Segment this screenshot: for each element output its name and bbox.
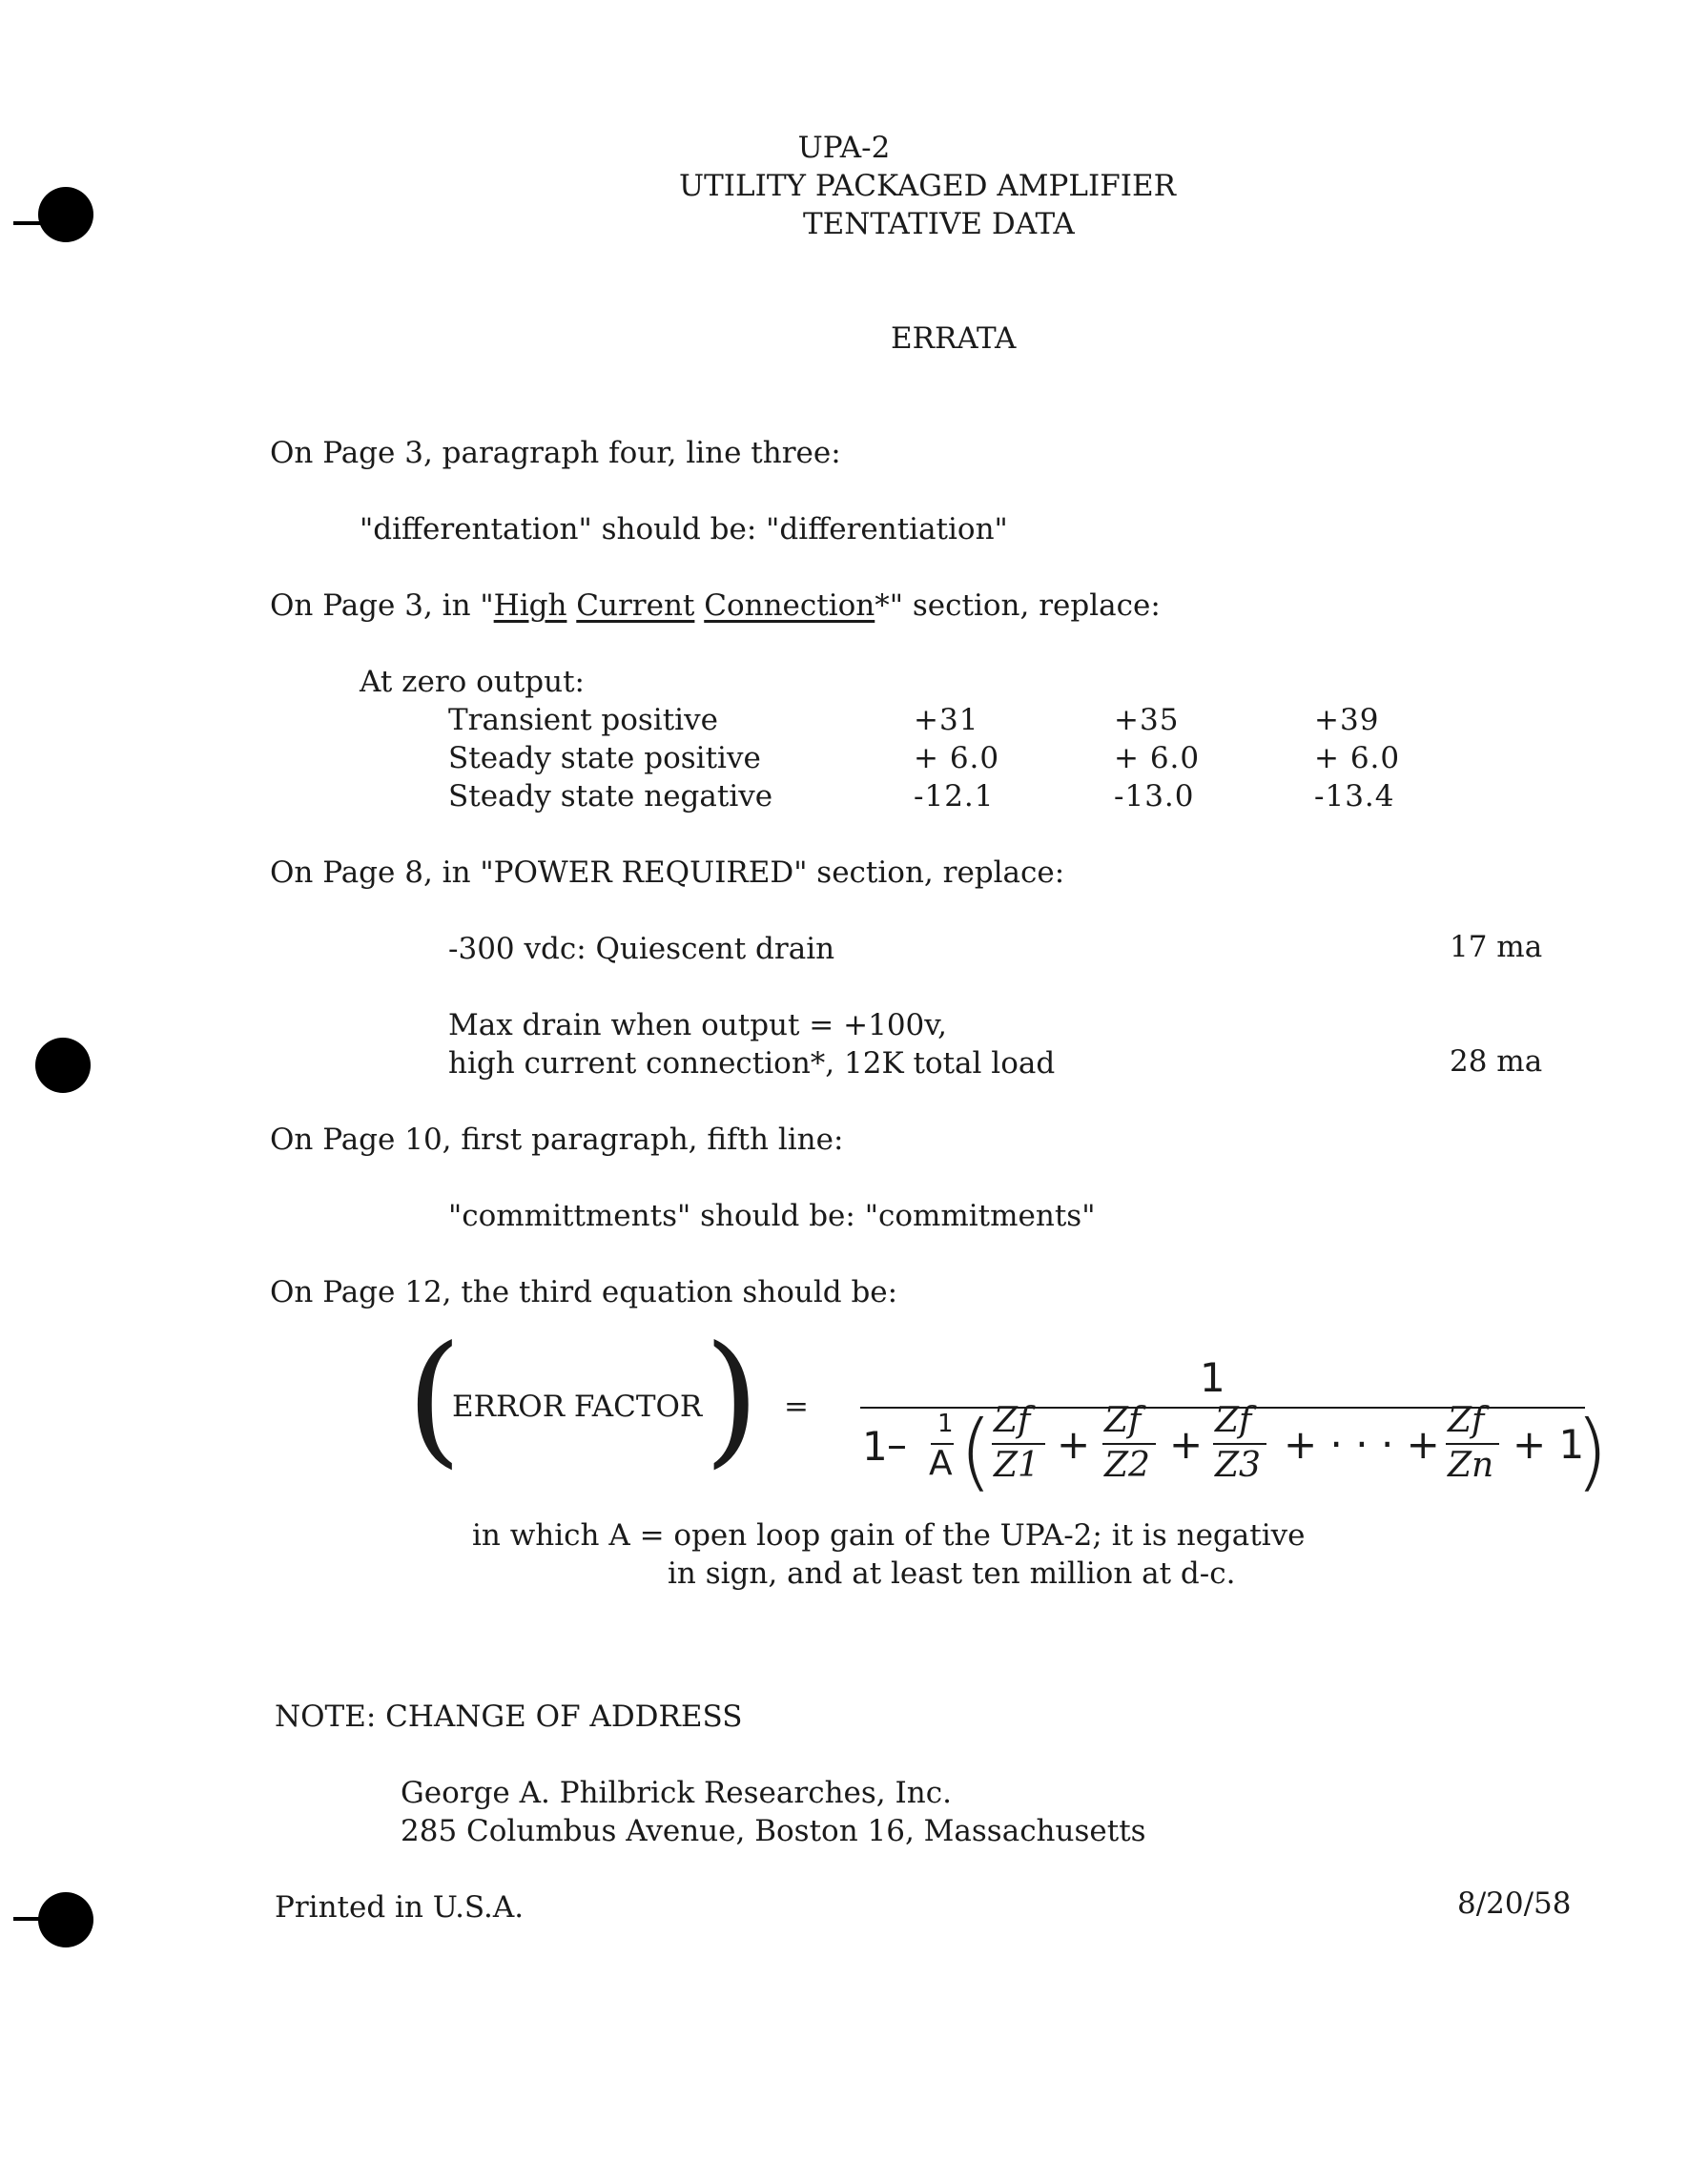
equation-lhs: ERROR FACTOR xyxy=(452,1390,703,1424)
item2-table-heading: At zero output: xyxy=(360,665,585,699)
quiescent-drain-label: -300 vdc: Quiescent drain xyxy=(448,932,835,966)
sum-right-paren: ) xyxy=(1575,1402,1609,1500)
item4-correction: "committments" should be: "commitments" xyxy=(448,1199,1096,1233)
equals-sign: = xyxy=(784,1390,809,1424)
ellipsis-terms: + · · · + xyxy=(1284,1421,1440,1468)
printed-in: Printed in U.S.A. xyxy=(275,1890,525,1925)
termn-fraction-line xyxy=(1446,1443,1499,1445)
inverse-denominator: A xyxy=(929,1444,953,1483)
term3-fraction-line xyxy=(1213,1443,1266,1445)
row-label: Transient positive xyxy=(448,703,718,737)
term2-denominator: Z2 xyxy=(1104,1446,1150,1485)
doc-code: UPA-2 xyxy=(797,131,891,165)
term1-numerator: Zf xyxy=(994,1401,1031,1440)
item4-intro: On Page 10, first paragraph, fifth line: xyxy=(270,1123,844,1157)
item2-intro xyxy=(270,588,1161,623)
term2-numerator: Zf xyxy=(1104,1401,1142,1440)
address-street: 285 Columbus Avenue, Boston 16, Massachusetts xyxy=(401,1814,1146,1848)
item1-correction: "differentation" should be: "differentiation" xyxy=(360,512,1008,546)
denominator-minus: – xyxy=(887,1421,907,1468)
item1-intro: On Page 3, paragraph four, line three: xyxy=(270,436,841,470)
row-value-1: + 6.0 xyxy=(914,741,1000,775)
item2-word-current: Current xyxy=(576,588,695,623)
print-date: 8/20/58 xyxy=(1457,1886,1572,1921)
sum-left-paren: ( xyxy=(959,1402,993,1500)
max-drain-value: 28 ma xyxy=(1450,1044,1543,1079)
term1-denominator: Z1 xyxy=(994,1446,1040,1485)
row-value-1: +31 xyxy=(914,703,979,737)
errata-heading: ERRATA xyxy=(891,321,1017,356)
binder-hole-middle xyxy=(35,1038,91,1093)
item2-intro-prefix: On Page 3, in " xyxy=(270,588,494,623)
term2-fraction-line xyxy=(1102,1443,1156,1445)
plus-one-tail: + 1 xyxy=(1513,1421,1585,1468)
binder-hole-top xyxy=(38,187,93,242)
plus-sign: + xyxy=(1169,1421,1204,1468)
binder-hole-top-mark xyxy=(13,221,46,225)
item2-word-high: High xyxy=(493,588,567,623)
row-label: Steady state positive xyxy=(448,741,761,775)
doc-status: TENTATIVE DATA xyxy=(803,207,1075,241)
binder-hole-bottom-mark xyxy=(13,1917,46,1921)
item2-word-connection: Connection xyxy=(704,588,875,623)
term3-denominator: Z3 xyxy=(1215,1446,1261,1485)
equation-note-line2: in sign, and at least ten million at d-c. xyxy=(668,1556,1236,1591)
row-value-2: +35 xyxy=(1114,703,1180,737)
item2-intro-suffix: *" section, replace: xyxy=(875,588,1161,623)
binder-hole-bottom xyxy=(38,1892,93,1947)
row-value-2: -13.0 xyxy=(1114,779,1195,814)
term1-fraction-line xyxy=(992,1443,1045,1445)
row-value-1: -12.1 xyxy=(914,779,995,814)
plus-sign: + xyxy=(1057,1421,1091,1468)
row-value-2: + 6.0 xyxy=(1114,741,1201,775)
term3-numerator: Zf xyxy=(1215,1401,1252,1440)
max-drain-line2: high current connection*, 12K total load xyxy=(448,1046,1056,1081)
lhs-right-paren: ) xyxy=(704,1316,760,1482)
item3-intro: On Page 8, in "POWER REQUIRED" section, replace: xyxy=(270,855,1065,890)
note-title: NOTE: CHANGE OF ADDRESS xyxy=(275,1700,743,1734)
row-value-3: + 6.0 xyxy=(1314,741,1401,775)
termn-denominator: Zn xyxy=(1448,1446,1494,1485)
quiescent-drain-value: 17 ma xyxy=(1450,930,1543,964)
address-company: George A. Philbrick Researches, Inc. xyxy=(401,1776,952,1810)
doc-title: UTILITY PACKAGED AMPLIFIER xyxy=(679,169,1176,203)
row-value-3: +39 xyxy=(1314,703,1380,737)
max-drain-line1: Max drain when output = +100v, xyxy=(448,1008,947,1042)
denominator-one: 1 xyxy=(862,1423,888,1470)
inverse-numerator: 1 xyxy=(937,1410,954,1438)
row-label: Steady state negative xyxy=(448,779,773,814)
equation-numerator: 1 xyxy=(1200,1354,1225,1401)
lhs-left-paren: ( xyxy=(406,1316,463,1482)
equation-note-line1: in which A = open loop gain of the UPA-2; it is negative xyxy=(472,1518,1306,1553)
row-value-3: -13.4 xyxy=(1314,779,1395,814)
termn-numerator: Zf xyxy=(1448,1401,1485,1440)
item5-intro: On Page 12, the third equation should be: xyxy=(270,1275,898,1309)
